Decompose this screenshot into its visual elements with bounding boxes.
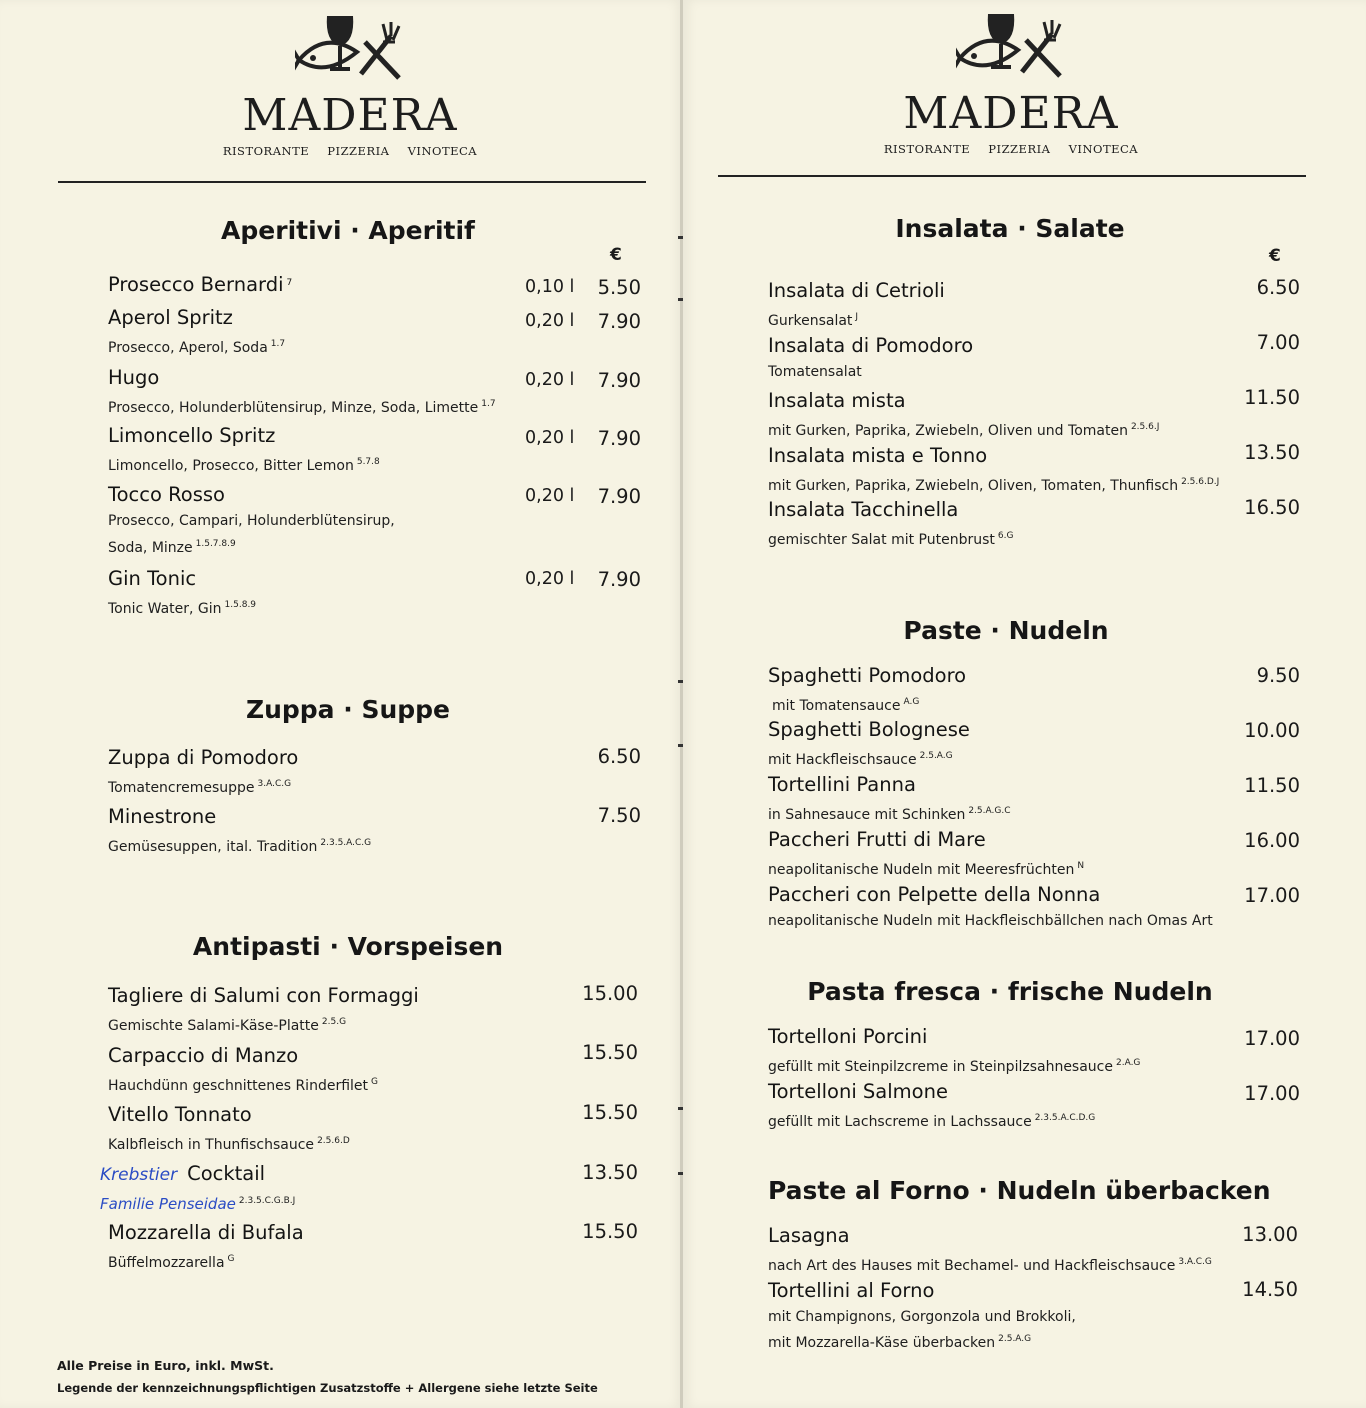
menu-item [108,271,292,297]
section-heading-zuppa: Zuppa · Suppe [245,695,451,724]
menu-item [768,828,1084,880]
footer-note [57,1355,598,1399]
section-heading-antipasti: Antipasti · Vorspeisen [192,932,504,961]
item-price: 7.50 [597,804,641,827]
item-description: gefüllt mit Steinpilzcreme in Steinpilzsahnesauce $^{2.A.G}$ [768,1058,1141,1075]
item-price: 7.90 [597,427,641,450]
item-description: mit Champignons, Gorgonzola und Brokkoli, [768,1309,1076,1325]
item-name: Mozzarella di Bufala [108,1221,304,1244]
item-name: Insalata mista [768,389,906,412]
item-name: Lasagna [768,1224,850,1247]
header-rule-right [718,175,1306,177]
item-price: 13.00 [1242,1223,1298,1246]
item-description: Gemüsesuppen, ital. Tradition $^{2.3.5.A.C.G}$ [108,838,372,855]
item-price: 7.90 [597,310,641,333]
item-description: Tomatensalat [768,364,862,380]
menu-item [768,718,970,770]
menu-item [768,389,1159,441]
item-volume: 0,20 l [525,428,575,448]
item-name: Insalata di Cetrioli [768,279,945,302]
item-description: mit Hackfleischsauce $^{2.5.A.G}$ [768,751,953,768]
section-heading-aperitivi: Aperitivi · Aperitif [221,216,475,245]
menu-item [100,1162,295,1215]
item-price: 16.50 [1244,496,1300,519]
item-price: 17.00 [1244,884,1300,907]
item-name: Hugo [108,366,160,389]
menu-item [108,483,395,558]
menu-item [108,1221,304,1273]
item-description: Prosecco, Holunderblütensirup, Minze, Soda, Limette $^{1.7}$ [108,399,496,416]
item-name: Insalata mista e Tonno [768,444,988,467]
item-name: Carpaccio di Manzo [108,1044,299,1067]
item-price: 11.50 [1244,386,1300,409]
fish-wine-glass-fork-icon [295,12,405,84]
menu-item [768,444,1219,496]
item-description: neapolitanische Nudeln mit Meeresfrüchten $^N$ [768,861,1085,878]
item-name: Tortelloni Salmone [768,1080,948,1103]
item-price: 17.00 [1244,1082,1300,1105]
item-name: Tocco Rosso [108,483,225,506]
item-description: mit Gurken, Paprika, Zwiebeln, Oliven, Tomaten, Thunfisch $^{2.5.6.D.J}$ [768,477,1220,494]
footer-legend-note: Legende der kennzeichnungspflichtigen Zusatzstoffe + Allergene siehe letzte Seite [57,1381,598,1395]
item-description: Tomatencremesuppe $^{3.A.C.G}$ [108,779,292,796]
item-description: Büffelmozzarella $^G$ [108,1254,235,1271]
item-volume: 0,20 l [525,569,575,589]
header-rule-left [58,181,646,183]
item-name: Tagliere di Salumi con Formaggi [108,984,419,1007]
item-description: Limoncello, Prosecco, Bitter Lemon $^{5.7.8}$ [108,457,380,474]
item-price: 13.50 [1244,441,1300,464]
item-price: 7.90 [597,369,641,392]
item-description: mit Tomatensauce $^{A.G}$ [772,697,920,714]
menu-item [768,664,966,716]
item-name: Tortellini al Forno [768,1279,935,1302]
brand-subtitle: RISTORANTE PIZZERIA VINOTECA [883,142,1139,156]
item-price: 5.50 [597,276,641,299]
item-price: 16.00 [1244,829,1300,852]
item-name: Spaghetti Pomodoro [768,664,967,687]
menu-item [108,567,256,619]
item-description: Tonic Water, Gin $^{1.5.8.9}$ [108,600,257,617]
menu-item [108,306,285,358]
binding-mark [678,744,683,747]
item-volume: 0,20 l [525,311,575,331]
item-name: Zuppa di Pomodoro [108,746,299,769]
page-fold [680,0,683,1408]
menu-item [768,773,1010,825]
item-price: 15.50 [582,1041,638,1064]
section-heading-insalata: Insalata · Salate [895,214,1125,243]
brand-name: MADERA [903,88,1119,139]
item-volume: 0,20 l [525,370,575,390]
binding-mark [678,1172,683,1175]
item-description: Hauchdünn geschnittenes Rinderfilet $^G$ [108,1077,378,1094]
handwritten-correction: Krebstier [100,1165,178,1185]
item-name: Insalata Tacchinella [768,498,959,521]
item-price: 15.00 [582,982,638,1005]
brand-logo-left [215,12,485,158]
menu-item [768,279,945,331]
binding-mark [678,680,683,683]
item-price: 7.90 [597,568,641,591]
menu-item [768,1080,1095,1132]
item-description-line2: mit Mozzarella-Käse überbacken $^{2.5.A.G}$ [768,1334,1032,1351]
item-name: Tortelloni Porcini [768,1025,928,1048]
item-description-line2: Soda, Minze $^{1.5.7.8.9}$ [108,539,236,556]
menu-item [768,498,1013,550]
item-price: 7.00 [1256,331,1300,354]
item-description: Prosecco, Campari, Holunderblütensirup, [108,513,395,529]
footer-prices-note: Alle Preise in Euro, inkl. MwSt. [57,1358,274,1373]
item-price: 7.90 [597,485,641,508]
item-price: 17.00 [1244,1027,1300,1050]
item-name: Tortellini Panna [768,773,916,796]
item-name: Paccheri Frutti di Mare [768,828,986,851]
item-name: Aperol Spritz [108,306,233,329]
item-price: 11.50 [1244,774,1300,797]
item-description: nach Art des Hauses mit Bechamel- und Hackfleischsauce $^{3.A.C.G}$ [768,1257,1212,1274]
currency-header: € [610,245,622,265]
item-name: Minestrone [108,805,217,828]
item-description: Kalbfleisch in Thunfischsauce $^{2.5.6.D}$ [108,1136,350,1153]
brand-subtitle: RISTORANTE PIZZERIA VINOTECA [222,144,478,158]
menu-item [768,1279,1076,1353]
brand-logo-right [876,10,1146,156]
menu-item [108,1103,350,1155]
menu-item [108,984,419,1036]
item-description: Familie Penseidae $^{2.3.5.C.G.B.J}$ [100,1195,296,1213]
item-description: gefüllt mit Lachscreme in Lachssauce $^{2.3.5.A.C.D.G}$ [768,1113,1096,1130]
item-description: mit Gurken, Paprika, Zwiebeln, Oliven und Tomaten $^{2.5.6.J}$ [768,422,1160,439]
item-volume: 0,10 l [525,277,575,297]
menu-item [768,1025,1140,1077]
menu-item [768,883,1213,931]
item-description: Prosecco, Aperol, Soda $^{1.7}$ [108,339,286,356]
item-price: 6.50 [1256,276,1300,299]
item-name: Paccheri con Pelpette della Nonna [768,883,1101,906]
item-price: 6.50 [597,745,641,768]
binding-mark [678,298,683,301]
menu-item [768,334,973,382]
item-volume: 0,20 l [525,486,575,506]
item-price: 14.50 [1242,1278,1298,1301]
item-name: Spaghetti Bolognese [768,718,970,741]
item-price: 10.00 [1244,719,1300,742]
menu-item [108,366,496,418]
item-description: gemischter Salat mit Putenbrust $^{6.G}$ [768,531,1014,548]
item-description: Gemischte Salami-Käse-Platte $^{2.5.G}$ [108,1017,347,1034]
item-name: Krebstier Cocktail [100,1162,266,1185]
item-description: in Sahnesauce mit Schinken $^{2.5.A.G.C}$ [768,806,1011,823]
menu-item [108,805,371,857]
item-name: Prosecco Bernardi $^7$ [108,273,293,296]
handwritten-correction: Familie Penseidae [100,1195,236,1213]
menu-item [108,746,298,798]
item-price: 13.50 [582,1161,638,1184]
binding-mark [678,1107,683,1110]
section-heading-pasta-fresca: Pasta fresca · frische Nudeln [807,977,1213,1006]
item-name: Insalata di Pomodoro [768,334,974,357]
section-heading-al-forno: Paste al Forno · Nudeln überbacken [768,1176,1271,1205]
item-description: neapolitanische Nudeln mit Hackfleischbällchen nach Omas Art [768,913,1213,929]
item-name: Limoncello Spritz [108,424,276,447]
fish-wine-glass-fork-icon [956,10,1066,82]
item-description: Gurkensalat $^J$ [768,312,859,329]
brand-name: MADERA [242,90,458,141]
menu-item [108,1044,378,1096]
item-name: Vitello Tonnato [108,1103,252,1126]
item-price: 15.50 [582,1220,638,1243]
section-heading-paste: Paste · Nudeln [903,616,1109,645]
menu-item [108,424,380,476]
currency-header: € [1269,246,1281,266]
item-price: 9.50 [1256,664,1300,687]
binding-mark [678,236,683,239]
item-price: 15.50 [582,1101,638,1124]
item-name: Gin Tonic [108,567,197,590]
menu-item [768,1224,1212,1276]
